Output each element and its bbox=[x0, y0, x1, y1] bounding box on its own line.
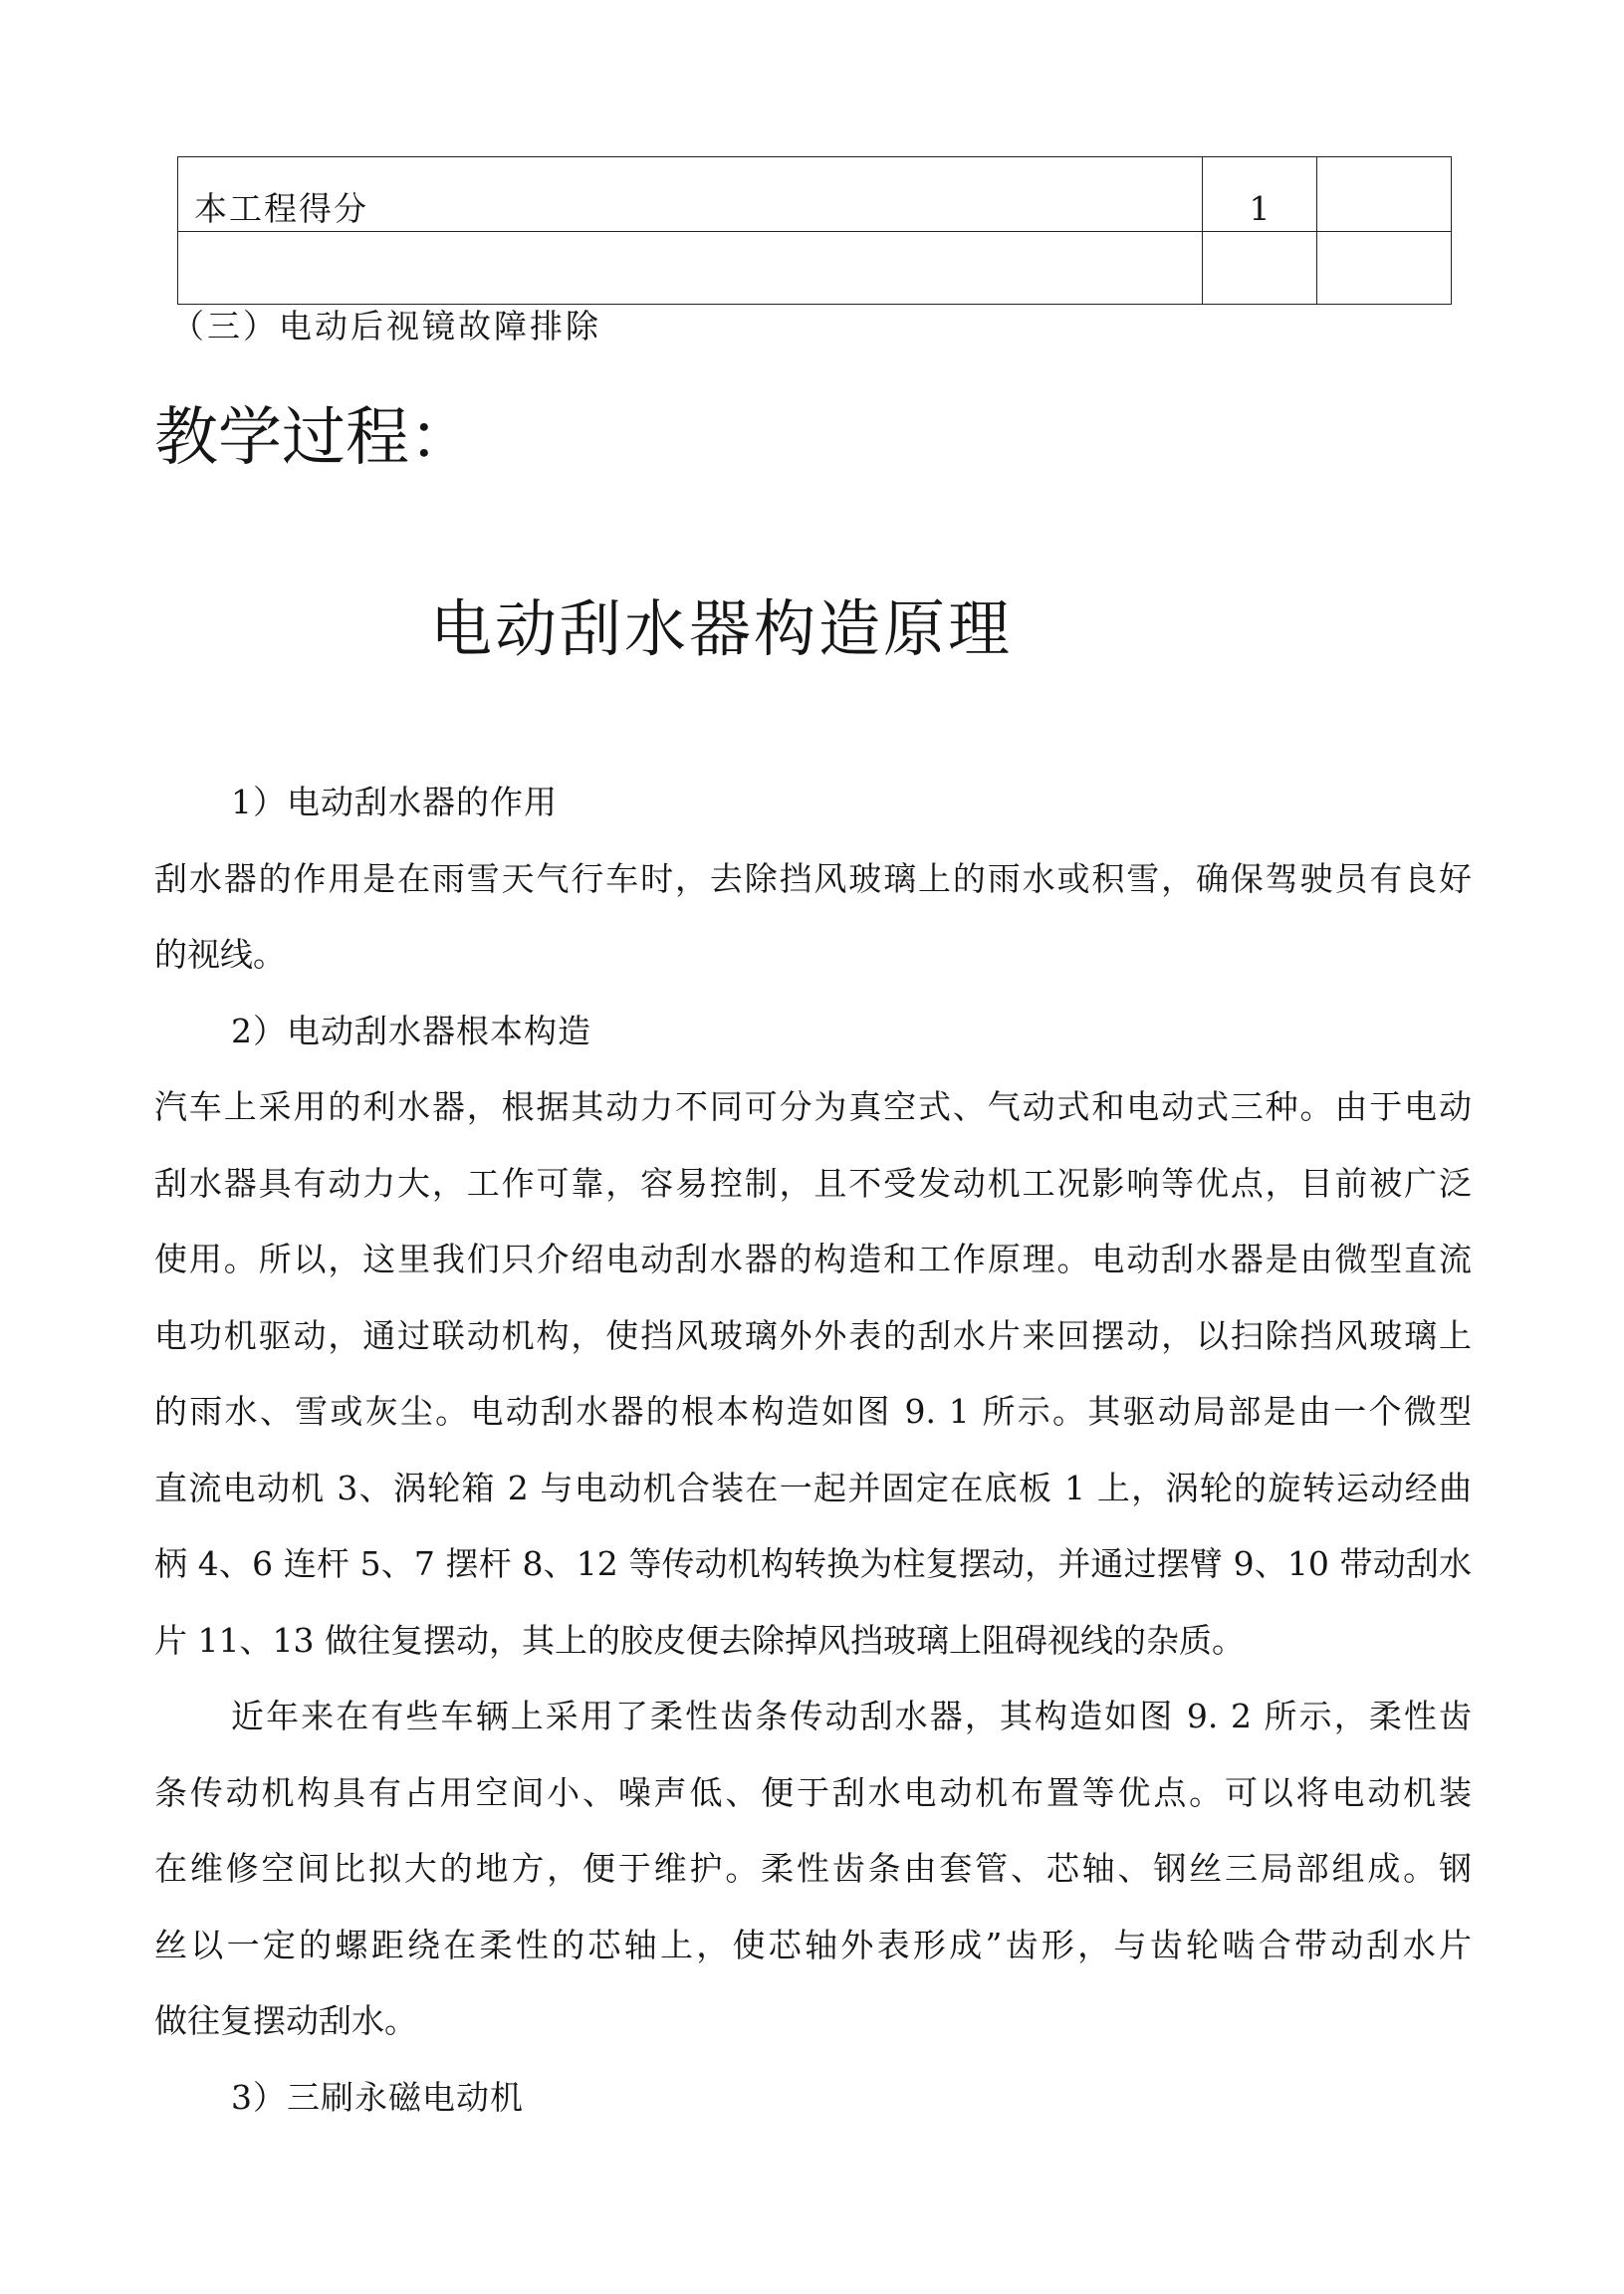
section-note: （三）电动后视镜故障排除 bbox=[171, 307, 601, 345]
paragraph bbox=[154, 1679, 1472, 2060]
score-extra-cell bbox=[1317, 157, 1452, 232]
score-table-row bbox=[178, 157, 1452, 232]
score-extra-cell bbox=[1317, 232, 1452, 305]
subsection-heading: 2）电动刮水器根本构造 bbox=[231, 1011, 591, 1050]
document-title: 电动刮水器构造原理 bbox=[430, 592, 1014, 665]
body-line: 电功机驱动，通过联动机构，使挡风玻璃外外表的刮水片来回摆动，以扫除挡风玻璃上 bbox=[154, 1315, 1472, 1355]
paragraph bbox=[154, 1069, 1472, 1679]
score-label-cell: 本工程得分 bbox=[178, 157, 1203, 232]
body-line: 丝以一定的螺距绕在柔性的芯轴上，使芯轴外表形成”齿形，与齿轮啮合带动刮水片 bbox=[154, 1925, 1472, 1964]
body-line: 使用。所以，这里我们只介绍电动刮水器的构造和工作原理。电动刮水器是由微型直流 bbox=[154, 1240, 1472, 1278]
body-text bbox=[154, 765, 1472, 2136]
score-value-cell: 1 bbox=[1203, 157, 1317, 232]
body-line: 条传动机构具有占用空间小、噪声低、便于刮水电动机布置等优点。可以将电动机装 bbox=[154, 1772, 1472, 1812]
score-table bbox=[177, 156, 1452, 305]
body-line: 的视线。 bbox=[154, 935, 286, 974]
body-line: 刮水器具有动力大，工作可靠，容易控制，且不受发动机工况影响等优点，目前被广泛 bbox=[154, 1163, 1472, 1203]
body-line: 柄 4、6 连杆 5、7 摆杆 8、12 等传动机构转换为柱复摆动，并通过摆臂 9、10 带动刮水 bbox=[154, 1544, 1472, 1583]
body-line: 近年来在有些车辆上采用了柔性齿条传动刮水器，其构造如图 9. 2 所示，柔性齿 bbox=[231, 1697, 1472, 1735]
score-label-cell bbox=[178, 232, 1203, 305]
body-line: 在维修空间比拟大的地方，便于维护。柔性齿条由套管、芯轴、钢丝三局部组成。钢 bbox=[154, 1849, 1472, 1888]
page-heading: 教学过程： bbox=[154, 401, 473, 475]
score-table-row bbox=[178, 232, 1452, 305]
body-line: 片 11、13 做往复摆动，其上的胶皮便去除掉风挡玻璃上阻碍视线的杂质。 bbox=[154, 1620, 1245, 1660]
body-line: 直流电动机 3、涡轮箱 2 与电动机合装在一起并固定在底板 1 上，涡轮的旋转运动经曲 bbox=[154, 1468, 1472, 1507]
body-line: 做往复摆动刮水。 bbox=[154, 2001, 417, 2040]
body-line: 的雨水、雪或灰尘。电动刮水器的根本构造如图 9. 1 所示。其驱动局部是由一个微型 bbox=[154, 1392, 1472, 1431]
body-line: 汽车上采用的利水器，根据其动力不同可分为真空式、气动式和电动式三种。由于电动 bbox=[154, 1087, 1472, 1126]
score-value-cell bbox=[1203, 232, 1317, 305]
paragraph bbox=[154, 841, 1472, 994]
subsection-heading: 3）三刷永磁电动机 bbox=[231, 2077, 524, 2117]
body-line: 刮水器的作用是在雨雪天气行车时，去除挡风玻璃上的雨水或积雪，确保驾驶员有良好 bbox=[154, 858, 1472, 898]
subsection-heading: 1）电动刮水器的作用 bbox=[231, 783, 558, 821]
